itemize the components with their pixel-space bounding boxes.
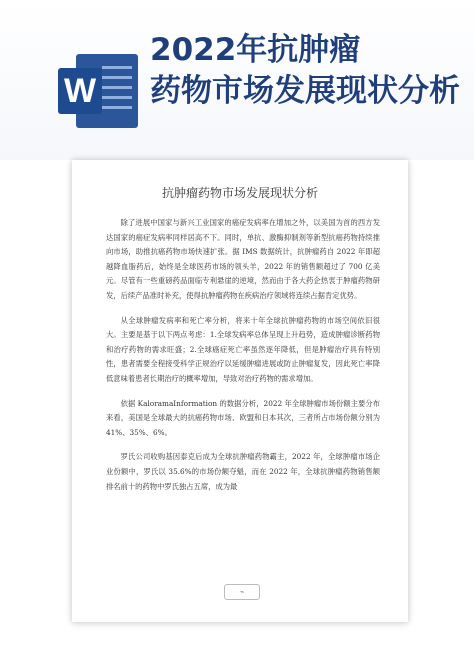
document-title: 抗肿瘤药物市场发展现状分析: [161, 186, 318, 200]
paragraph: 除了进展中国家与新兴工业国家的癌症发病率在增加之外，以美国为首的西方发达国家的癌症发病率同样居高不下。同时，单抗、激酶抑制剂等新型抗癌药物持续推向市场，助推抗癌药物市场快速扩张。据 IMS 数据统计，抗肿瘤药自 2022 年即超越降血脂药后，始终是全球医药市场的领头羊，2022 年的销售额超过了 700 亿美元。尽管有一些重磅药品面临专利悬崖的逆境，然而由于各大药企热衷于肿瘤药物研发，后续产品准时补充，使得抗肿瘤药物在疾病治疗领域将连续占据肯定优势。: [106, 218, 380, 300]
paragraph: 从全球肿瘤发病率和死亡率分析，将来十年全球抗肿瘤药物的市场空间依旧很大。主要是基于以下两点考虑：1.全球发病率总体呈现上升趋势，造成肿瘤诊断药物和治疗药物的需求旺盛；2.全球癌症死亡率虽然逐年降低，但是肿瘤治疗具有特别性，患者需要全程接受科学正规治疗以延缓肿瘤进展或防止肿瘤复发，因此死亡率降低意味着患者长期治疗的概率增加，导致对治疗药物的需求增加。: [106, 315, 380, 383]
paragraph: 罗氏公司收购基因泰克后成为全球抗肿瘤药物霸主，2022 年，全球肿瘤市场企业份额中，罗氏以 35.6%的市场份额夺魁，而在 2022 年，全球抗肿瘤药物销售额排名前十的药物中罗氏独占五席，成为最: [106, 452, 380, 491]
paragraph: 依据 KaloramaInformation 的数据分析，2022 年全球肿瘤市场份额主要分布来看，美国是全球最大的抗癌药物市场、欧盟和日本其次，三者所占市场份额分别为 41%、35%、6%。: [106, 398, 380, 437]
word-badge: W: [58, 68, 102, 114]
page-marker: ⌁: [224, 584, 260, 600]
hero-title-line1: 2022年抗肿瘤: [150, 32, 361, 68]
word-document-icon: [54, 48, 140, 132]
document-page: [72, 160, 408, 622]
document-body: [106, 216, 380, 504]
hero-title-line2: 药物市场发展现状分析: [150, 73, 460, 109]
hero-banner: [0, 0, 474, 160]
hero-title: [150, 30, 470, 112]
